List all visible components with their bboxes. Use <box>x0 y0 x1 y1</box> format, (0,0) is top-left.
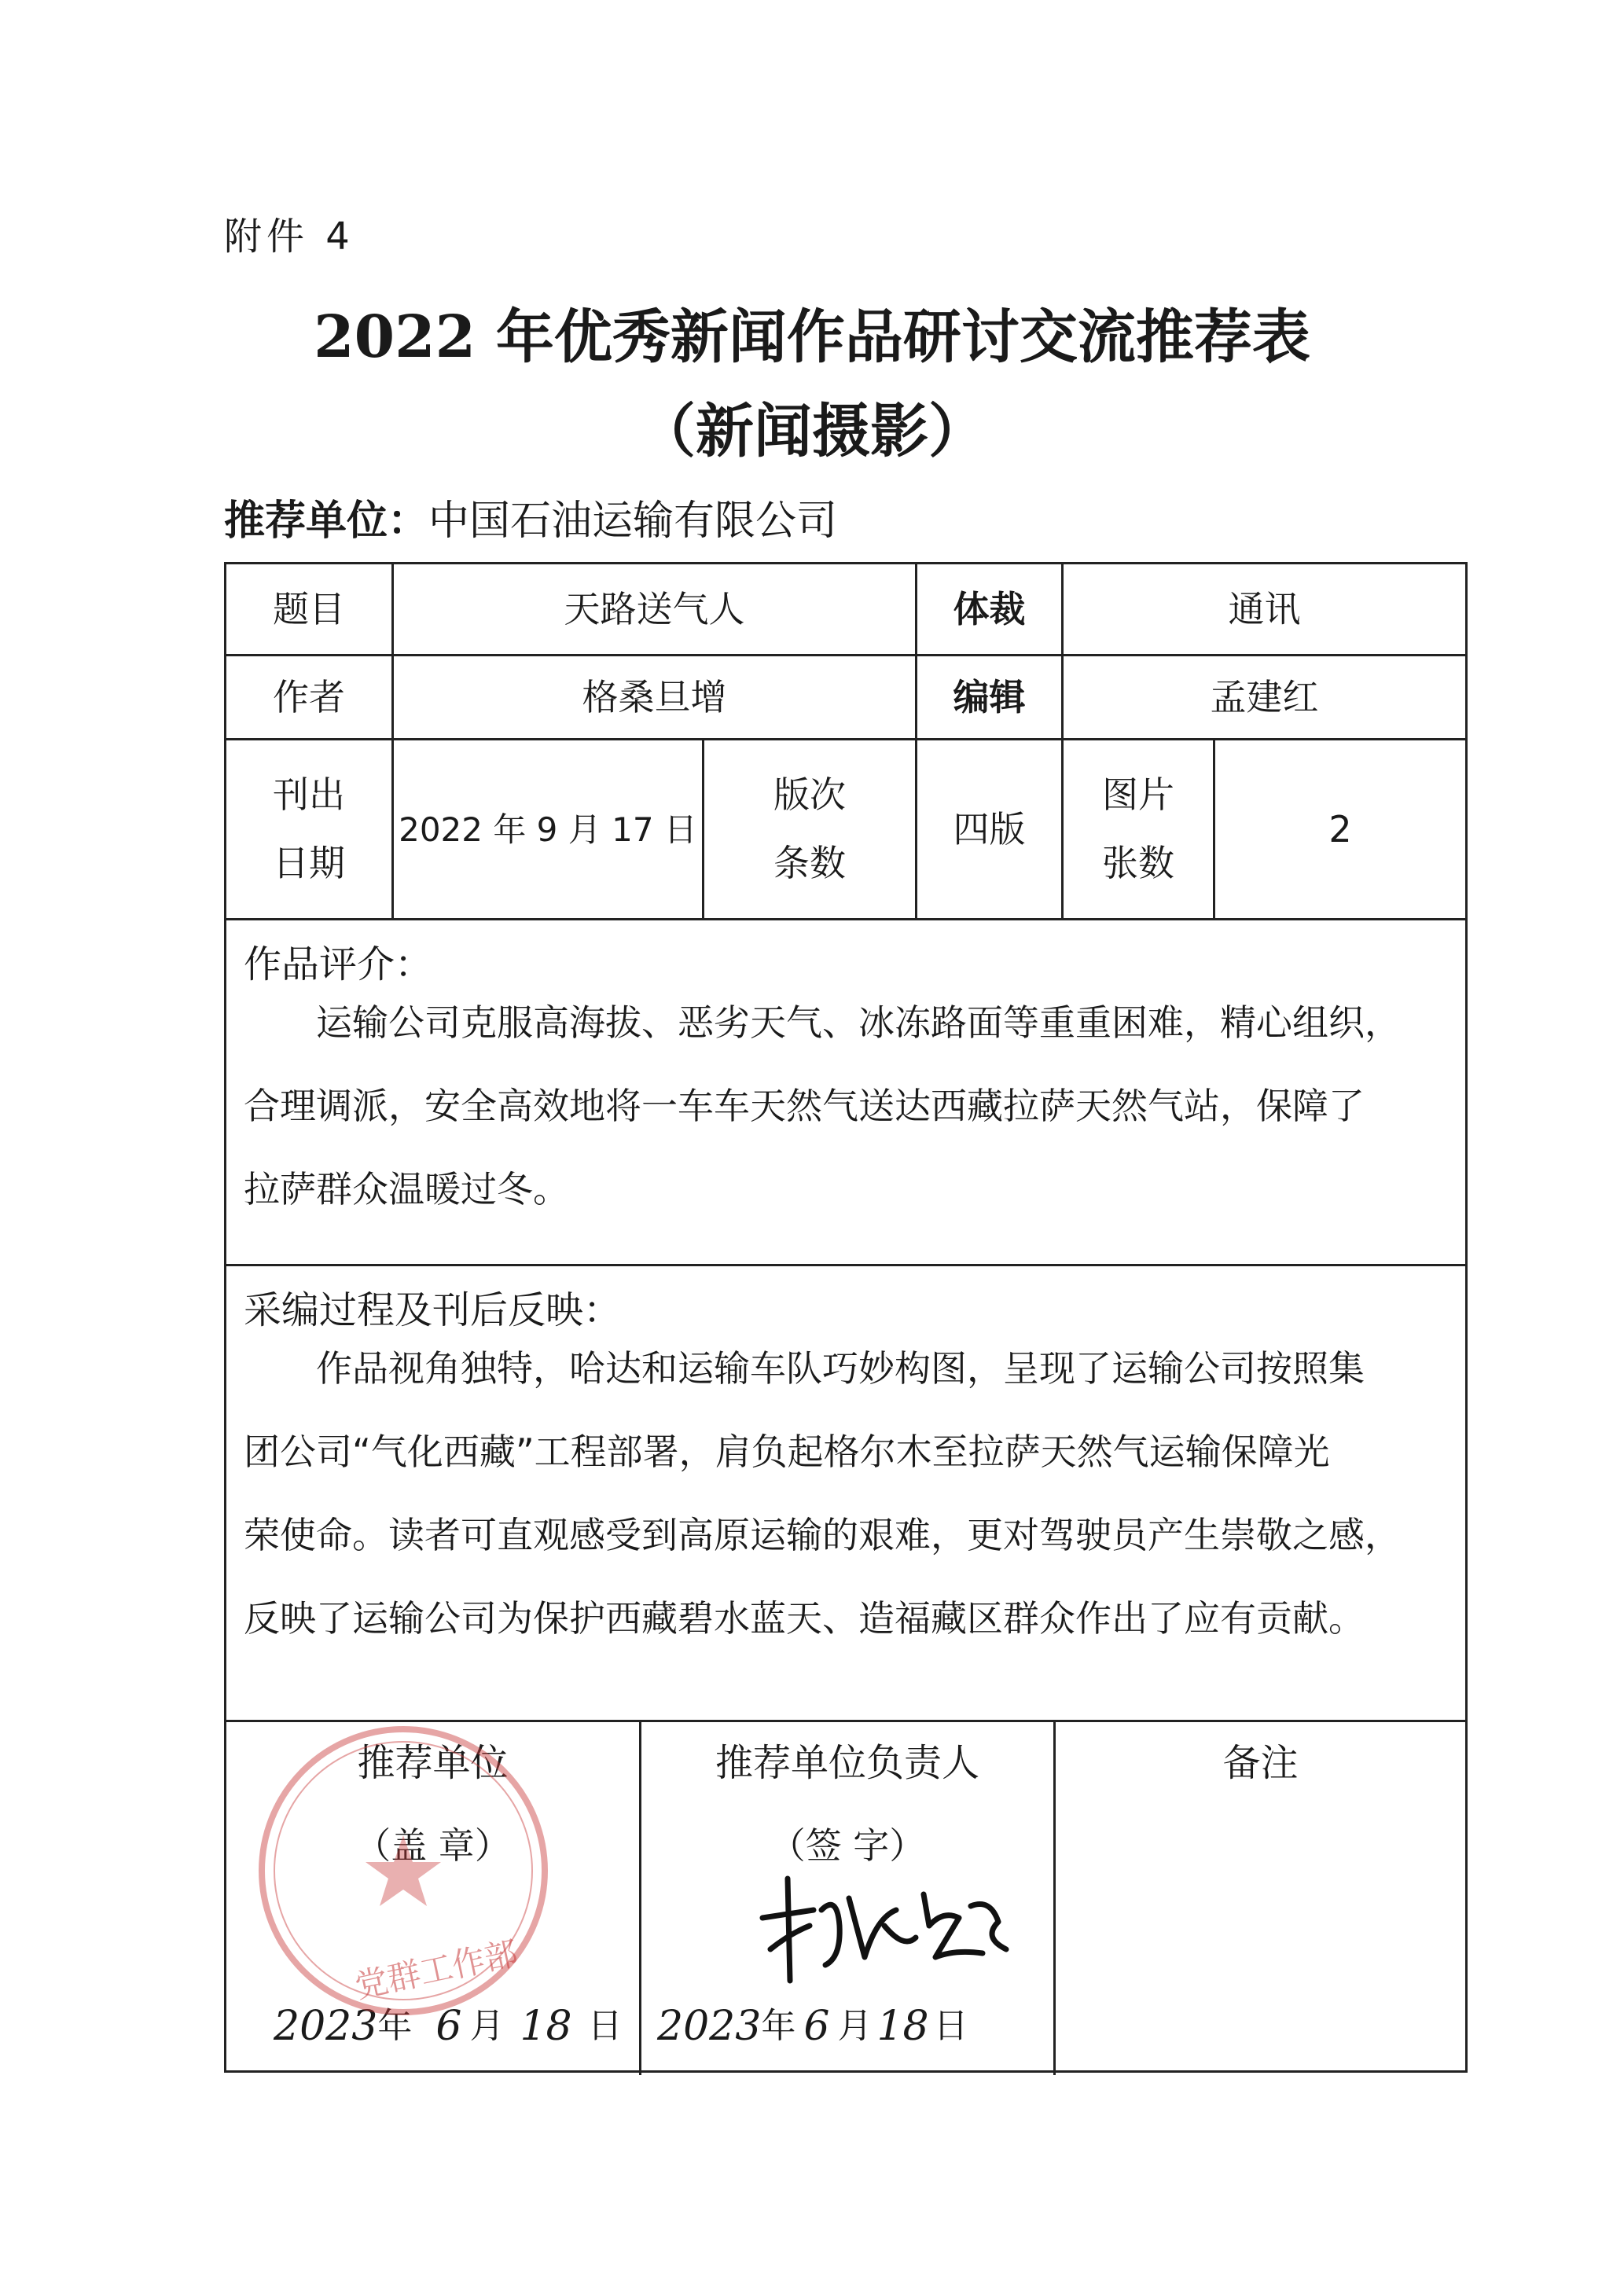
process-text <box>244 1327 1446 1660</box>
evaluation-line: 拉萨群众温暖过冬。 <box>244 1168 569 1210</box>
pub-date-label <box>226 740 391 918</box>
pub-date-label-line1: 刊出 <box>273 773 345 816</box>
evaluation-line: 运输公司克服高海拔、恶劣天气、冰冻路面等重重困难，精心组织， <box>316 1001 1401 1044</box>
signature-date-month-unit: 月 <box>837 2006 873 2046</box>
seal-inner-text: 党群工作部 <box>351 1934 521 2006</box>
process-line: 荣使命。读者可直观感受到高原运输的艰难，更对驾驶员产生崇敬之感， <box>244 1514 1401 1556</box>
signature-label: （签 字） <box>769 1824 926 1867</box>
evaluation-text <box>244 981 1446 1231</box>
photos-label-line2: 张数 <box>1102 842 1174 884</box>
seal-date-month-unit: 月 <box>469 2006 505 2046</box>
recommending-unit-value: 中国石油运输有限公司 <box>428 498 838 545</box>
signature-date-year-handwritten: 2023 <box>657 2003 762 2050</box>
page-title: 2022 年优秀新闻作品研讨交流推荐表 <box>314 303 1310 371</box>
edition-label-line2: 条数 <box>773 842 846 884</box>
evaluation-line: 合理调派，安全高效地将一车车天然气送达西藏拉萨天然气站，保障了 <box>244 1085 1365 1127</box>
seal-date-day-handwritten: 18 <box>520 2003 572 2050</box>
signature-date-day-handwritten: 18 <box>876 2003 929 2050</box>
seal-label: （盖 章） <box>355 1824 511 1867</box>
process-line: 反映了运输公司为保护西藏碧水蓝天、造福藏区群众作出了应有贡献。 <box>244 1597 1365 1640</box>
recommending-unit-sign-label: 推荐单位 <box>357 1741 509 1785</box>
author-value: 格桑旦增 <box>582 675 727 718</box>
photos-value: 2 <box>1328 807 1352 850</box>
editor-value: 孟建红 <box>1210 675 1319 718</box>
remarks-label: 备注 <box>1222 1741 1299 1785</box>
edition-label <box>704 740 915 918</box>
signature-date-year-unit: 年 <box>761 2006 796 2046</box>
editor-label: 编辑 <box>953 675 1026 718</box>
seal-date-year-unit: 年 <box>377 2006 413 2046</box>
handwritten-signature <box>747 1863 1030 1989</box>
official-seal-stamp <box>250 1717 557 2024</box>
genre-value: 通讯 <box>1228 587 1301 630</box>
attachment-label: 附件 4 <box>224 215 355 259</box>
signature-date-day-unit: 日 <box>933 2006 968 2046</box>
edition-value: 四版 <box>953 807 1026 850</box>
title-label: 题目 <box>273 587 345 630</box>
unit-head-label: 推荐单位负责人 <box>715 1741 979 1785</box>
photos-label-line1: 图片 <box>1102 773 1174 816</box>
author-label: 作者 <box>273 675 345 718</box>
page-subtitle: （新闻摄影） <box>637 398 987 465</box>
title-value: 天路送气人 <box>564 587 745 630</box>
process-line: 作品视角独特，哈达和运输车队巧妙构图，呈现了运输公司按照集 <box>316 1347 1365 1390</box>
photos-label <box>1064 740 1213 918</box>
seal-date-day-unit: 日 <box>587 2006 623 2046</box>
edition-label-line1: 版次 <box>773 773 846 816</box>
seal-date-month-handwritten: 6 <box>435 2003 462 2050</box>
signature-date-month-handwritten: 6 <box>803 2003 830 2050</box>
recommending-unit-label: 推荐单位： <box>224 498 429 545</box>
recommending-unit <box>224 487 837 546</box>
genre-label: 体裁 <box>953 587 1026 630</box>
process-heading: 采编过程及刊后反映： <box>244 1288 622 1332</box>
pub-date-value: 2022 年 9 月 17 日 <box>399 810 697 849</box>
signature-date <box>657 1999 1050 2054</box>
evaluation-heading: 作品评介： <box>244 942 433 986</box>
process-line: 团公司“气化西藏”工程部署，肩负起格尔木至拉萨天然气运输保障光 <box>244 1431 1330 1473</box>
seal-date-year-handwritten: 2023 <box>274 2003 378 2050</box>
pub-date-label-line2: 日期 <box>273 842 345 884</box>
